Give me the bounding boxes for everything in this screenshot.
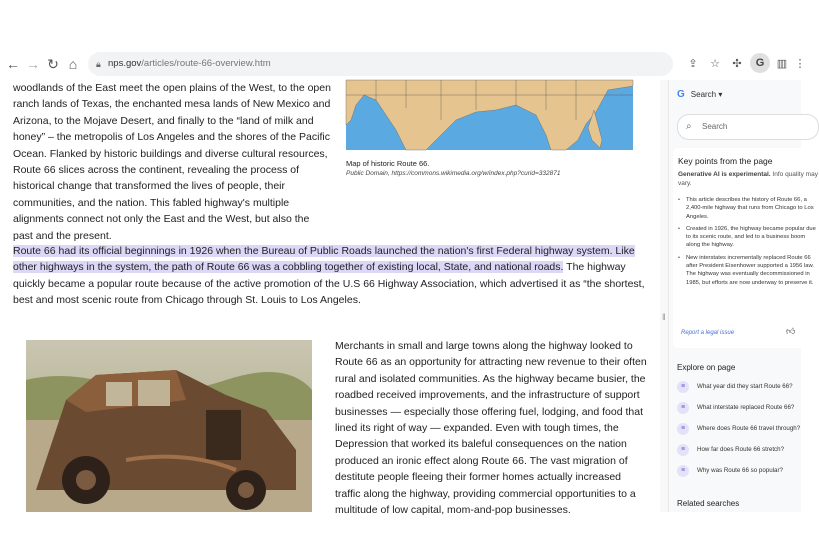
explore-item[interactable]: ≡ What year did they start Route 66? — [677, 381, 793, 393]
back-icon[interactable]: ← — [6, 56, 20, 72]
key-point: • This article describes the history of Route 66, a 2,400-mile highway that runs from Chicago to Los Angeles. — [678, 196, 818, 221]
article-paragraph-1: woodlands of the East meet the open plains of the West, to the open ranch lands of Texas, the enchanted mesa lands of New Mexico and Arizona, to the Mojave Desert, and finally to the “land of milk and honey” – the metropolis of Los Angeles and the shores of the Pacific Ocean. Flanked by historic buildings and diverse cultural resources, Route 66 slices across the continent, revealing the process of historical change that transformed the lives of people, their communities, and the nation. This fabled highway's multiple alignments connect not only the East and the West, but also the past and the present. — [13, 82, 331, 242]
url-text: nps.gov/articles/route-66-overview.htm — [108, 58, 271, 69]
reload-icon[interactable]: ↻ — [47, 56, 59, 72]
home-icon[interactable]: ⌂ — [68, 56, 78, 72]
side-panel-header[interactable]: G Search ▾ — [677, 89, 723, 100]
side-panel-search[interactable]: ⌕ Search — [677, 114, 819, 140]
route-66-map — [346, 80, 633, 150]
list-icon: ≡ — [677, 465, 689, 477]
list-icon: ≡ — [677, 402, 689, 414]
thumbs-up-icon[interactable]: 👍︎ — [786, 326, 796, 336]
lock-icon: 🔒︎ — [96, 59, 101, 69]
explore-item[interactable]: ≡ How far does Route 66 stretch? — [677, 444, 784, 456]
article-paragraph-2 — [13, 243, 648, 309]
rusted-car-photo — [26, 340, 312, 512]
side-panel — [668, 80, 818, 512]
browser-toolbar — [0, 48, 806, 81]
list-icon: ≡ — [677, 381, 689, 393]
search-icon: ⌕ — [686, 121, 692, 132]
panel-resize-handle[interactable] — [660, 80, 668, 512]
ai-note: Generative AI is experimental. Info quality may vary. — [678, 171, 818, 187]
related-searches-title: Related searches — [677, 499, 740, 508]
key-point: • New interstates incrementally replaced Route 66 after President Eisenhower supported a 1956 law. The highway was eventually decommissioned in 1985, but efforts are now underway to preserve it. — [678, 254, 818, 287]
more-menu-icon[interactable]: ⋮ — [794, 58, 806, 70]
sidepanel-icon[interactable]: ▥ — [776, 58, 788, 70]
google-g-icon: G — [677, 89, 685, 100]
key-point: • Created in 1926, the highway became popular due to its scenic route, and led to a business boom along the highway. — [678, 225, 818, 250]
list-icon: ≡ — [677, 423, 689, 435]
drag-handle-icon[interactable]: ‖ — [662, 312, 666, 322]
key-points-title: Key points from the page — [678, 156, 773, 166]
key-points-list — [678, 196, 818, 291]
map-caption: Map of historic Route 66. — [346, 159, 430, 168]
map-credit: Public Domain, https://commons.wikimedia.org/w/index.php?curid=332871 — [346, 170, 561, 177]
profile-avatar[interactable]: G — [750, 53, 770, 73]
explore-item[interactable]: ≡ Where does Route 66 travel through? — [677, 423, 800, 435]
extensions-puzzle-icon[interactable]: ✣ — [732, 58, 742, 70]
article-paragraph-3: Merchants in small and large towns along the highway looked to Route 66 as an opportunity for attracting new revenue to their often rural and isolated communities. As the highway became busier, the roadbed received improvements, and the infrastructure of support businesses — especially those offering fuel, lodging, and food that lined its right of way — expanded. Even with tough times, the Depression that worked its baleful consequences on the nation produced an ironic effect along Route 66. The vast migration of destitute people fleeing their former homes actually increased traffic along the highway, providing commercial opportunities to a multitude of low capital, mom-and-pop businesses. — [335, 340, 647, 517]
forward-icon[interactable]: → — [26, 56, 40, 72]
report-legal-issue-link[interactable]: Report a legal issue — [681, 330, 735, 336]
share-icon[interactable]: ⇪ — [688, 58, 698, 70]
explore-title: Explore on page — [677, 363, 736, 372]
top-blank-area — [0, 0, 800, 48]
paragraph-2-rest: The highway quickly became a popular route because of the active promotion of the U.S 66 Highway Association, which advertised it as “the shortest, best and most scenic route from Chicago through St. Louis to Los Angeles. — [13, 261, 645, 307]
highlighted-text: Route 66 had its official beginnings in 1926 when the Bureau of Public Roads launched the nation's first Federal highway system. Like other highways in the system, the path of Route 66 was a cobbling together of existing local, State, and national roads. — [13, 245, 635, 274]
article-content — [0, 80, 660, 517]
explore-item[interactable]: ≡ What interstate replaced Route 66? — [677, 402, 794, 414]
key-points-card — [673, 148, 818, 348]
list-icon: ≡ — [677, 444, 689, 456]
explore-item[interactable]: ≡ Why was Route 66 so popular? — [677, 465, 783, 477]
bookmark-star-icon[interactable]: ☆ — [710, 58, 720, 70]
address-bar[interactable] — [88, 52, 673, 76]
